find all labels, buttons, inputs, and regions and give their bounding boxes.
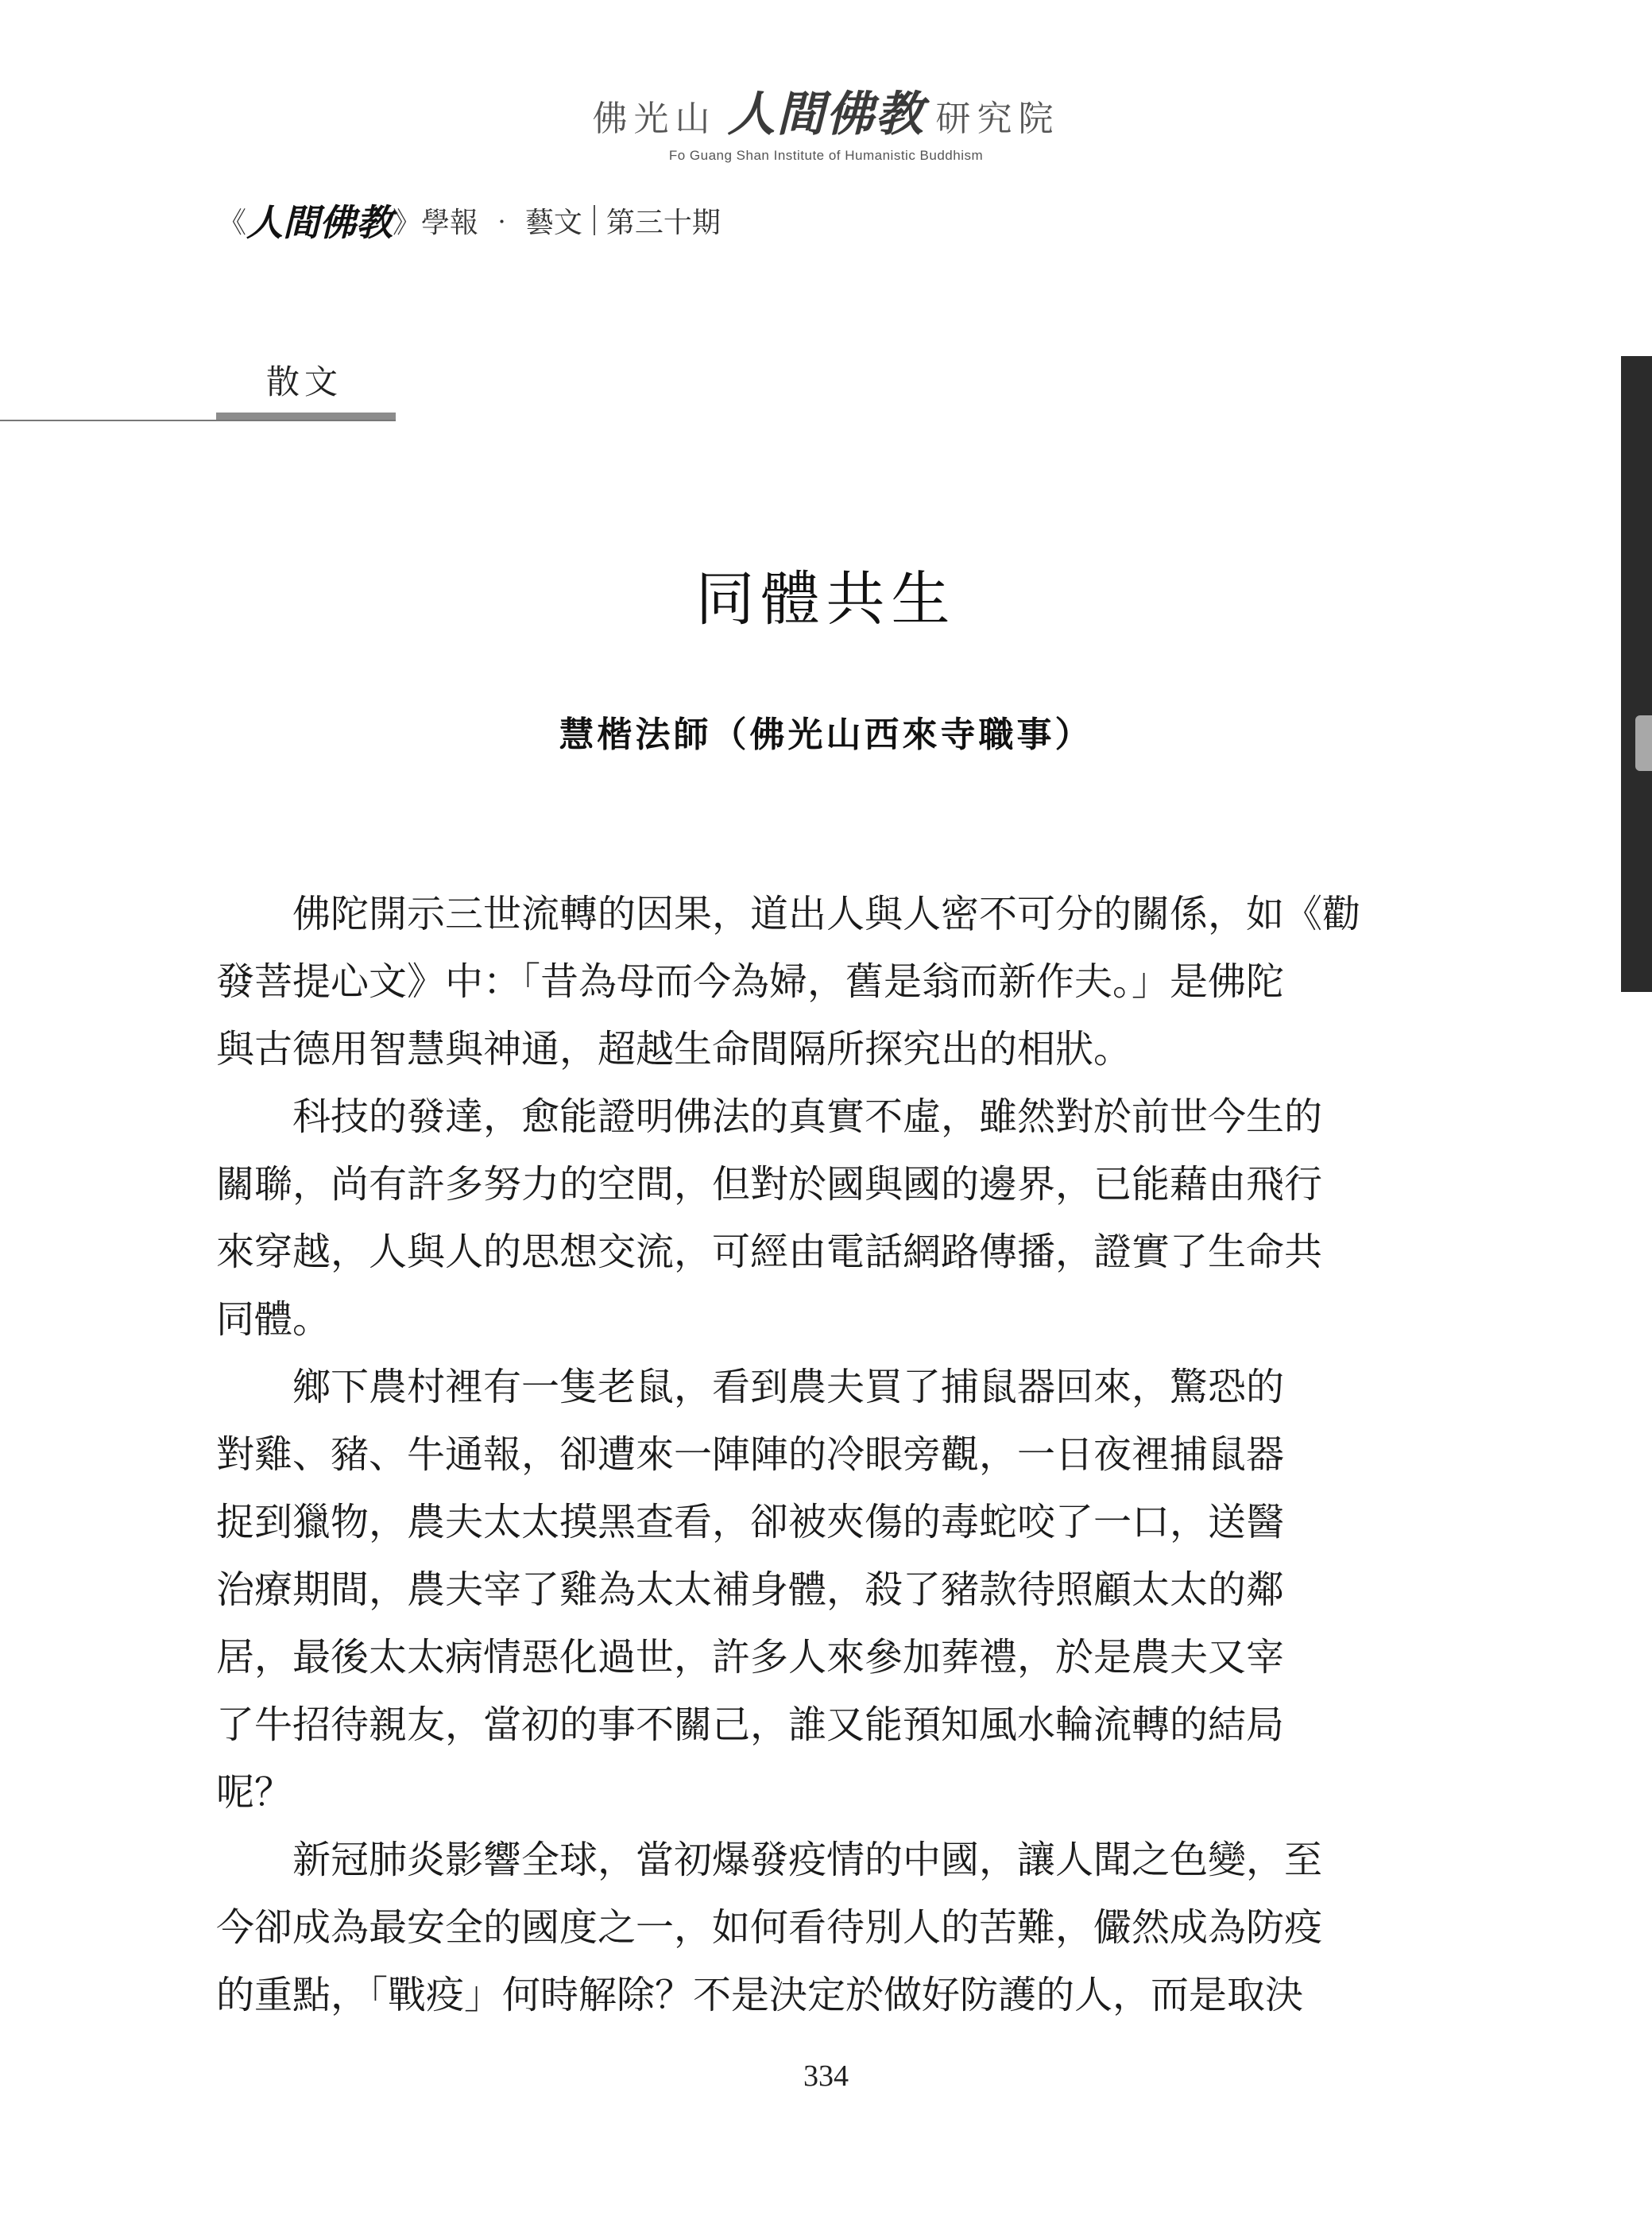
journal-name: 人間佛教 xyxy=(246,201,393,244)
text-line: 佛陀開示三世流轉的因果，道出人與人密不可分的關係，如《勸 xyxy=(216,892,1361,936)
text-line: 的重點，「戰疫」何時解除？不是決定於做好防護的人，而是取決 xyxy=(216,1973,1304,2017)
section-label: 散文 xyxy=(266,362,343,401)
text-line: 治療期間，農夫宰了雞為太太補身體，殺了豬款待照顧太太的鄰 xyxy=(216,1567,1285,1612)
text-line: 鄉下農村裡有一隻老鼠，看到農夫買了捕鼠器回來，驚恐的 xyxy=(216,1365,1285,1409)
journal-header xyxy=(218,194,721,246)
journal-open-bracket: 《 xyxy=(218,206,247,239)
logo-title xyxy=(0,76,1652,145)
text-line: 新冠肺炎影響全球，當初爆發疫情的中國，讓人聞之色變，至 xyxy=(216,1838,1323,1882)
section-rule xyxy=(0,420,396,421)
journal-close-bracket: 》 xyxy=(393,206,422,239)
logo-right-text: 研究院 xyxy=(935,99,1060,139)
text-line: 發菩提心文》中：「昔為母而今為婦，舊是翁而新作夫。」是佛陀 xyxy=(216,959,1285,1004)
section-rule-accent xyxy=(216,413,396,420)
text-line: 同體。 xyxy=(216,1297,331,1342)
paragraph-3 xyxy=(216,1354,1388,1827)
journal-divider xyxy=(594,205,595,235)
article-title: 同體共生 xyxy=(695,565,957,633)
side-photo-strip xyxy=(1621,356,1652,992)
paragraph-4 xyxy=(216,1827,1388,2029)
text-line: 居，最後太太病情惡化過世，許多人來參加葬禮，於是農夫又宰 xyxy=(216,1635,1285,1679)
journal-issue: 第三十期 xyxy=(605,206,721,239)
paragraph-2 xyxy=(216,1083,1388,1354)
logo-left-text: 佛光山 xyxy=(592,99,717,139)
article-body xyxy=(216,881,1388,2029)
page-number: 334 xyxy=(803,2059,849,2093)
text-line: 與古德用智慧與神通，超越生命間隔所探究出的相狀。 xyxy=(216,1027,1132,1071)
paragraph-1 xyxy=(216,881,1388,1083)
text-line: 了牛招待親友，當初的事不關己，誰又能預知風水輪流轉的結局 xyxy=(216,1703,1285,1747)
text-line: 關聯，尚有許多努力的空間，但對於國與國的邊界，已能藉由飛行 xyxy=(216,1162,1323,1207)
text-line: 捉到獵物，農夫太太摸黑查看，卻被夾傷的毒蛇咬了一口，送醫 xyxy=(216,1500,1285,1544)
text-line: 今卻成為最安全的國度之一，如何看待別人的苦難，儼然成為防疫 xyxy=(216,1905,1323,1950)
text-line: 對雞、豬、牛通報，卻遭來一陣陣的冷眼旁觀，一日夜裡捕鼠器 xyxy=(216,1432,1285,1477)
article-author: 慧楷法師（佛光山西來寺職事） xyxy=(559,715,1093,755)
logo-subtitle: Fo Guang Shan Institute of Humanistic Buddhism xyxy=(668,148,984,163)
journal-suffix: 學報 ‧ 藝文 xyxy=(421,206,582,239)
institute-logo xyxy=(0,76,1652,164)
text-line: 呢？ xyxy=(216,1770,293,1815)
text-line: 來穿越，人與人的思想交流，可經由電話網路傳播，證實了生命共 xyxy=(216,1230,1323,1274)
logo-calligraphy: 人間佛教 xyxy=(727,87,925,142)
text-line: 科技的發達，愈能證明佛法的真實不虛，雖然對於前世今生的 xyxy=(216,1094,1323,1139)
